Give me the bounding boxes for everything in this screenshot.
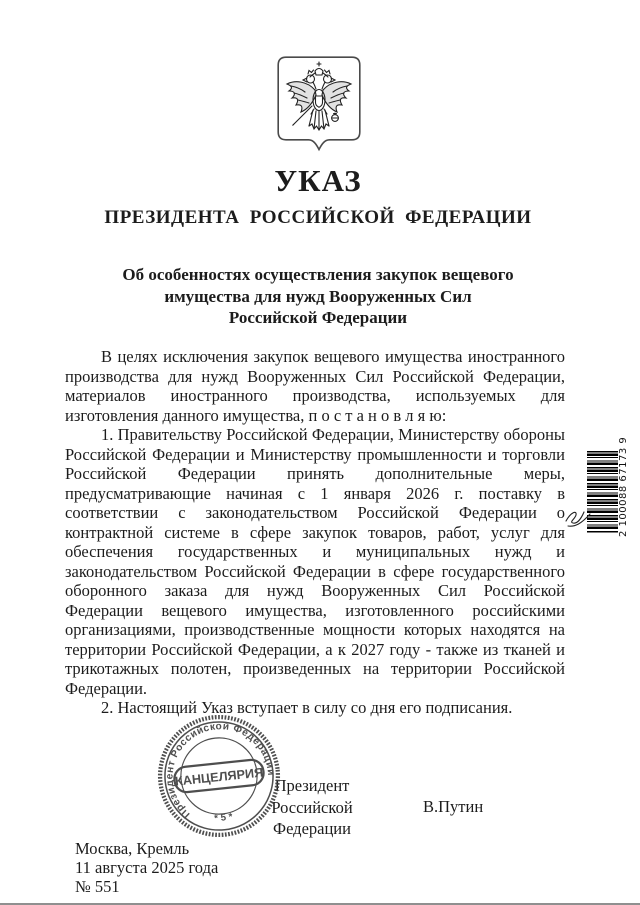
paraph-flourish-icon [563, 497, 597, 531]
signature-post-line: Российской Федерации [271, 797, 353, 838]
stamp-bottom-label: * 5 * [213, 811, 234, 825]
double-headed-eagle-icon [287, 62, 351, 130]
paragraph-item-2: 2. Настоящий Указ вступает в силу со дня его подписания. [101, 698, 513, 717]
subject-line: имущества для нужд Вооруженных Сил [164, 286, 472, 306]
paragraph-preamble: В целях исключения закупок вещевого имущества иностранного производства для нужд Вооруженных Сил Российской Федерации, материалов иностранного производства, используемых для изготовления данного имущества, п о с т а н о в л я ю: [65, 347, 565, 425]
paragraph-item-1: 1. Правительству Российской Федерации, Министерству обороны Российской Федерации и Министерству промышленности и торговли Российской Федерации принять дополнительные меры, предусматривающие начиная с 1 января 2026 г. поставку в соответствии с законодательством Российской Федерации о контрактной системе в сфере закупок товаров, работ, услуг для обеспечения государственных и муниципальных нужд и законодательством Российской Федерации в сфере государственного оборонного заказа для нужд Вооруженных Сил Российской Федерации вещевого имущества, изготовленного российскими организациями, производственные мощности которых находятся на территории Российской Федерации, а к 2027 году - также из тканей и трикотажных полотен, произведенных на территории Российской Федерации. [65, 425, 565, 698]
chancellery-stamp-icon [155, 712, 283, 840]
footer-date: 11 августа 2025 года [75, 858, 219, 877]
arms-frame [278, 57, 360, 149]
signature-post-line: Президент [274, 776, 350, 795]
subject-line: Российской Федерации [228, 308, 408, 327]
decree-body [65, 347, 565, 718]
doc-type-title: УКАЗ [274, 163, 362, 198]
subject-heading [68, 264, 568, 329]
subject-line: Об особенностях осуществления закупок вещевого [122, 265, 514, 284]
signature-name: В.Путин [423, 797, 484, 816]
stamp-ring-text: Президент Российской Федерации [164, 721, 277, 821]
stamp-center-label: КАНЦЕЛЯРИЯ [174, 765, 264, 789]
barcode-number: 2 100088 67173 9 [618, 436, 629, 537]
footer-place: Москва, Кремль [75, 839, 190, 858]
issuer-title: ПРЕЗИДЕНТА РОССИЙСКОЙ ФЕДЕРАЦИИ [104, 207, 532, 228]
coat-of-arms-icon [277, 56, 361, 154]
footer-number: № 551 [75, 877, 120, 896]
